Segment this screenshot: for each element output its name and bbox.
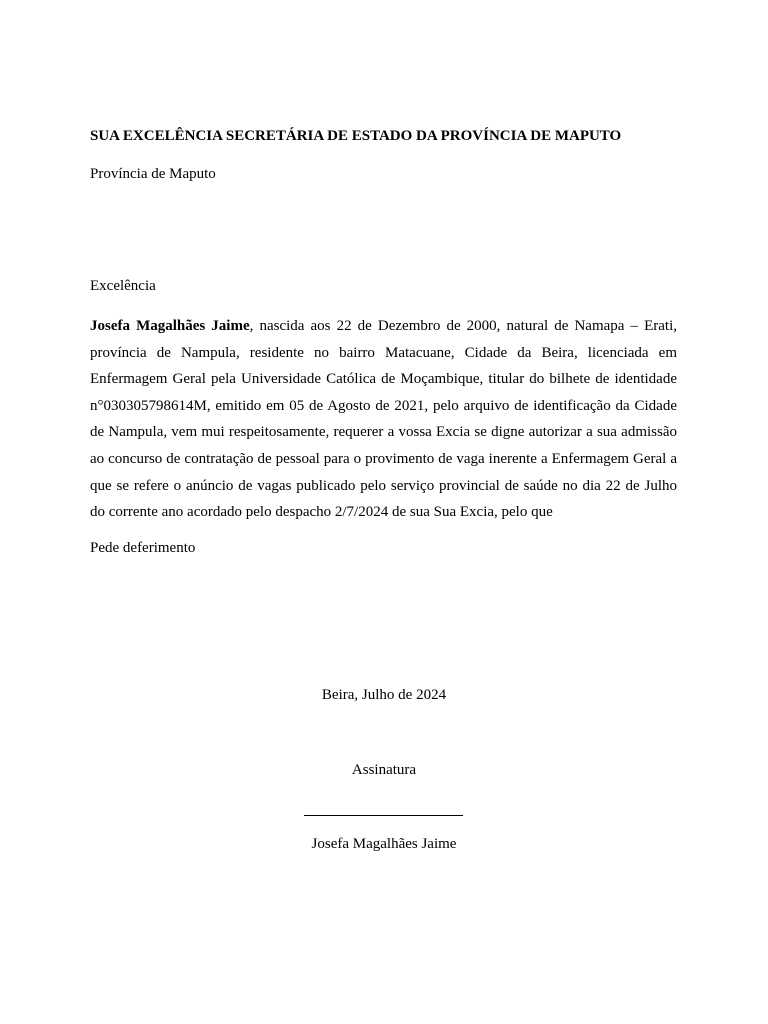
signature-label: Assinatura bbox=[351, 762, 417, 778]
salutation: Excelência bbox=[90, 278, 156, 294]
place-and-date: Beira, Julho de 2024 bbox=[321, 687, 447, 703]
request-paragraph bbox=[90, 313, 677, 526]
addressee-heading: SUA EXCELÊNCIA SECRETÁRIA DE ESTADO DA PROVÍNCIA DE MAPUTO bbox=[90, 128, 622, 144]
signature-line bbox=[304, 815, 463, 816]
addressee-province: Província de Maputo bbox=[90, 166, 216, 182]
signatory-name: Josefa Magalhães Jaime bbox=[311, 836, 457, 852]
applicant-name: Josefa Magalhães Jaime bbox=[90, 318, 250, 334]
request-text: , nascida aos 22 de Dezembro de 2000, natural de Namapa – Erati, província de Nampula, residente no bairro Matacuane, Cidade da Beira, licenciada em Enfermagem Geral pela Universidade Católica de Moçambique, titular do bilhete de identidade n°030305798614M, emitido em 05 de Agosto de 2021, pelo arquivo de identificação da Cidade de Nampula, vem mui respeitosamente, requerer a vossa Excia se digne autorizar a sua admissão ao concurso de contratação de pessoal para o provimento de vaga inerente a Enfermagem Geral a que se refere o anúncio de vagas publicado pelo serviço provincial de saúde no dia 22 de Julho do corrente ano acordado pelo despacho 2/7/2024 de sua Sua Excia, pelo que bbox=[90, 318, 677, 521]
closing-line: Pede deferimento bbox=[90, 540, 196, 556]
